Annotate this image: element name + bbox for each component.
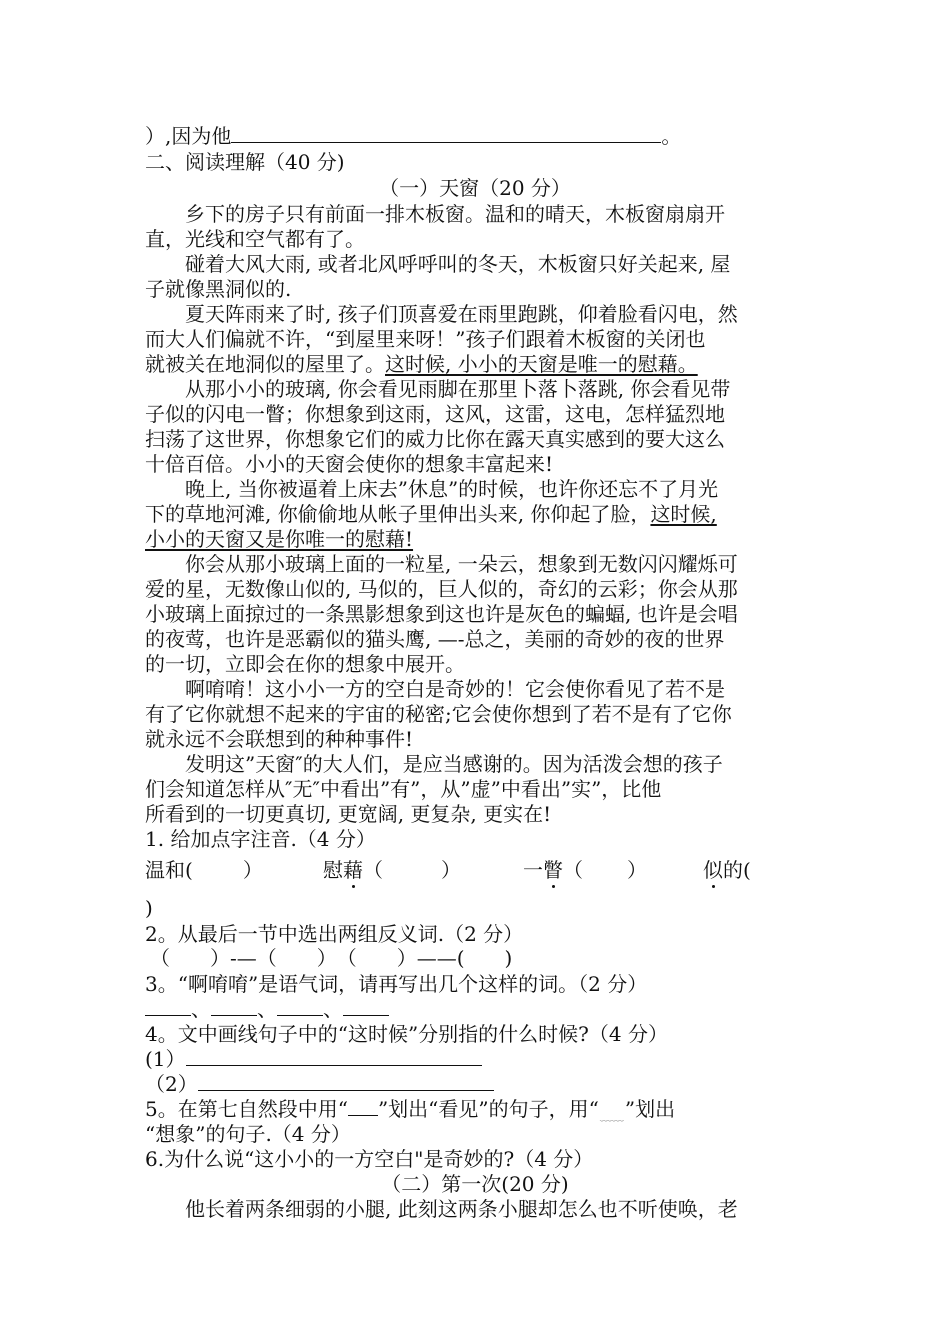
paragraph-line: 而大人们偏就不许，“到屋里来呀！”孩子们跟着木板窗的关闭也 (145, 327, 706, 351)
answer-blank[interactable] (277, 997, 323, 1016)
underlined-sentence: 这时候, (650, 502, 717, 526)
passage-title: （二）第一次(20 分) (381, 1172, 569, 1196)
paragraph-line: 们会知道怎样从″无″中看出”有”，从”虚”中看出”实”，比他 (145, 777, 662, 801)
paragraph-line: 发明这”天窗″的大人们，是应当感谢的。因为活泼会想的孩子 (145, 752, 723, 776)
paragraph-line: 子似的闪电一瞥；你想象到这雨，这风，这雷，这电，怎样猛烈地 (145, 402, 725, 426)
paragraph-line: 啊唷唷！这小小一方的空白是奇妙的！它会使你看见了若不是 (145, 677, 725, 701)
question-6: 6.为什么说“这小小的一方空白"是奇妙的?（4 分） (145, 1147, 594, 1171)
question-4: 4。文中画线句子中的“这时候”分别指的什么时候?（4 分） (145, 1022, 668, 1046)
paragraph-line: 爱的星，无数像山似的, 马似的，巨人似的，奇幻的云彩；你会从那 (145, 577, 738, 601)
underlined-sentence: 小小的天窗又是你唯一的慰藉! (145, 527, 414, 551)
pinyin-item-3: 一瞥（ ） (523, 858, 647, 882)
interjection-blanks: 、 、 、 (145, 997, 389, 1021)
paragraph-line: 就永远不会联想到的种种事件! (145, 727, 414, 751)
pinyin-item-4-close: ) (145, 896, 153, 920)
answer-blank[interactable] (211, 997, 257, 1016)
answer-blank[interactable] (186, 1047, 482, 1066)
paragraph-line: 你会从那小玻璃上面的一粒星, 一朵云，想象到无数闪闪耀烁可 (145, 552, 738, 576)
paragraph-line: 他长着两条细弱的小腿, 此刻这两条小腿却怎么也不听使唤，老 (145, 1197, 738, 1221)
question-5: 5。在第七自然段中用“ ”划出“看见”的句子，用“﹏﹏”划出 (145, 1097, 675, 1128)
paragraph-line: 扫荡了这世界，你想象它们的威力比你在露天真实感到的要大这么 (145, 427, 725, 451)
section-heading: 二、阅读理解（40 分) (145, 150, 345, 174)
question-4-answer-2: （2） (145, 1072, 494, 1096)
pinyin-item-2: 慰藉（ ） (323, 858, 461, 882)
paragraph-line: 十倍百倍。小小的天窗会使你的想象丰富起来! (145, 452, 554, 476)
paragraph-line: 所看到的一切更真切, 更宽阔, 更复杂, 更实在! (145, 802, 552, 826)
paragraph-line: 小玻璃上面掠过的一条黑影想象到这也许是灰色的蝙蝠, 也许是会唱 (145, 602, 738, 626)
paragraph-line: 碰着大风大雨, 或者北风呼呼叫的冬天，木板窗只好关起来, 屋 (145, 252, 731, 276)
paragraph-line: 有了它你就想不起来的宇宙的秘密;它会使你想到了若不是有了它你 (145, 702, 732, 726)
paragraph-line: 就被关在地洞似的屋里了。这时候, 小小的天窗是唯一的慰藉。 (145, 352, 698, 376)
straight-line-mark (348, 1097, 378, 1116)
question-4-answer-1: (1） (145, 1047, 482, 1071)
answer-line-continued: ）,因为他 。 (145, 124, 682, 148)
paragraph-line: 晚上, 当你被逼着上床去”休息”的时候，也许你还忘不了月光 (145, 477, 719, 501)
pinyin-item-1: 温和( ） (145, 858, 263, 882)
passage-title: （一）天窗（20 分） (379, 176, 571, 200)
wavy-line-mark: ﹏﹏ (599, 1109, 624, 1123)
answer-blank[interactable] (231, 124, 661, 143)
paragraph-line: 下的草地河滩, 你偷偷地从帐子里伸出头来, 你仰起了脸，这时候, (145, 502, 717, 526)
paragraph-line: 的夜莺，也许是恶霸似的猫头鹰, —-总之，美丽的奇妙的夜的世界 (145, 627, 725, 651)
pinyin-item-4: 似的( (703, 858, 751, 882)
answer-blank[interactable] (198, 1072, 494, 1091)
question-2: 2。从最后一节中选出两组反义词.（2 分） (145, 922, 524, 946)
question-3: 3。“啊唷唷”是语气词，请再写出几个这样的词。（2 分） (145, 972, 648, 996)
antonym-blanks[interactable]: （ ）-—（ ） （ ）——( ) (150, 946, 513, 970)
paragraph-line: 乡下的房子只有前面一排木板窗。温和的晴天，木板窗扇扇开 (145, 202, 725, 226)
question-1: 1. 给加点字注音.（4 分） (145, 827, 376, 851)
paragraph-line: 直，光线和空气都有了。 (145, 227, 365, 251)
paragraph-line (145, 527, 413, 551)
question-5-cont: “想象”的句子.（4 分） (145, 1122, 351, 1146)
answer-blank[interactable] (343, 997, 389, 1016)
paragraph-line: 夏天阵雨来了时, 孩子们顶喜爱在雨里跑跳，仰着脸看闪电，然 (145, 302, 738, 326)
paragraph-line: 从那小小的玻璃, 你会看见雨脚在那里卜落卜落跳, 你会看见带 (145, 377, 731, 401)
paragraph-line: 的一切，立即会在你的想象中展开。 (145, 652, 465, 676)
answer-blank[interactable] (145, 997, 191, 1016)
underlined-sentence: 这时候, 小小的天窗是唯一的慰藉。 (385, 352, 698, 376)
paragraph-line: 子就像黑洞似的. (145, 277, 292, 301)
